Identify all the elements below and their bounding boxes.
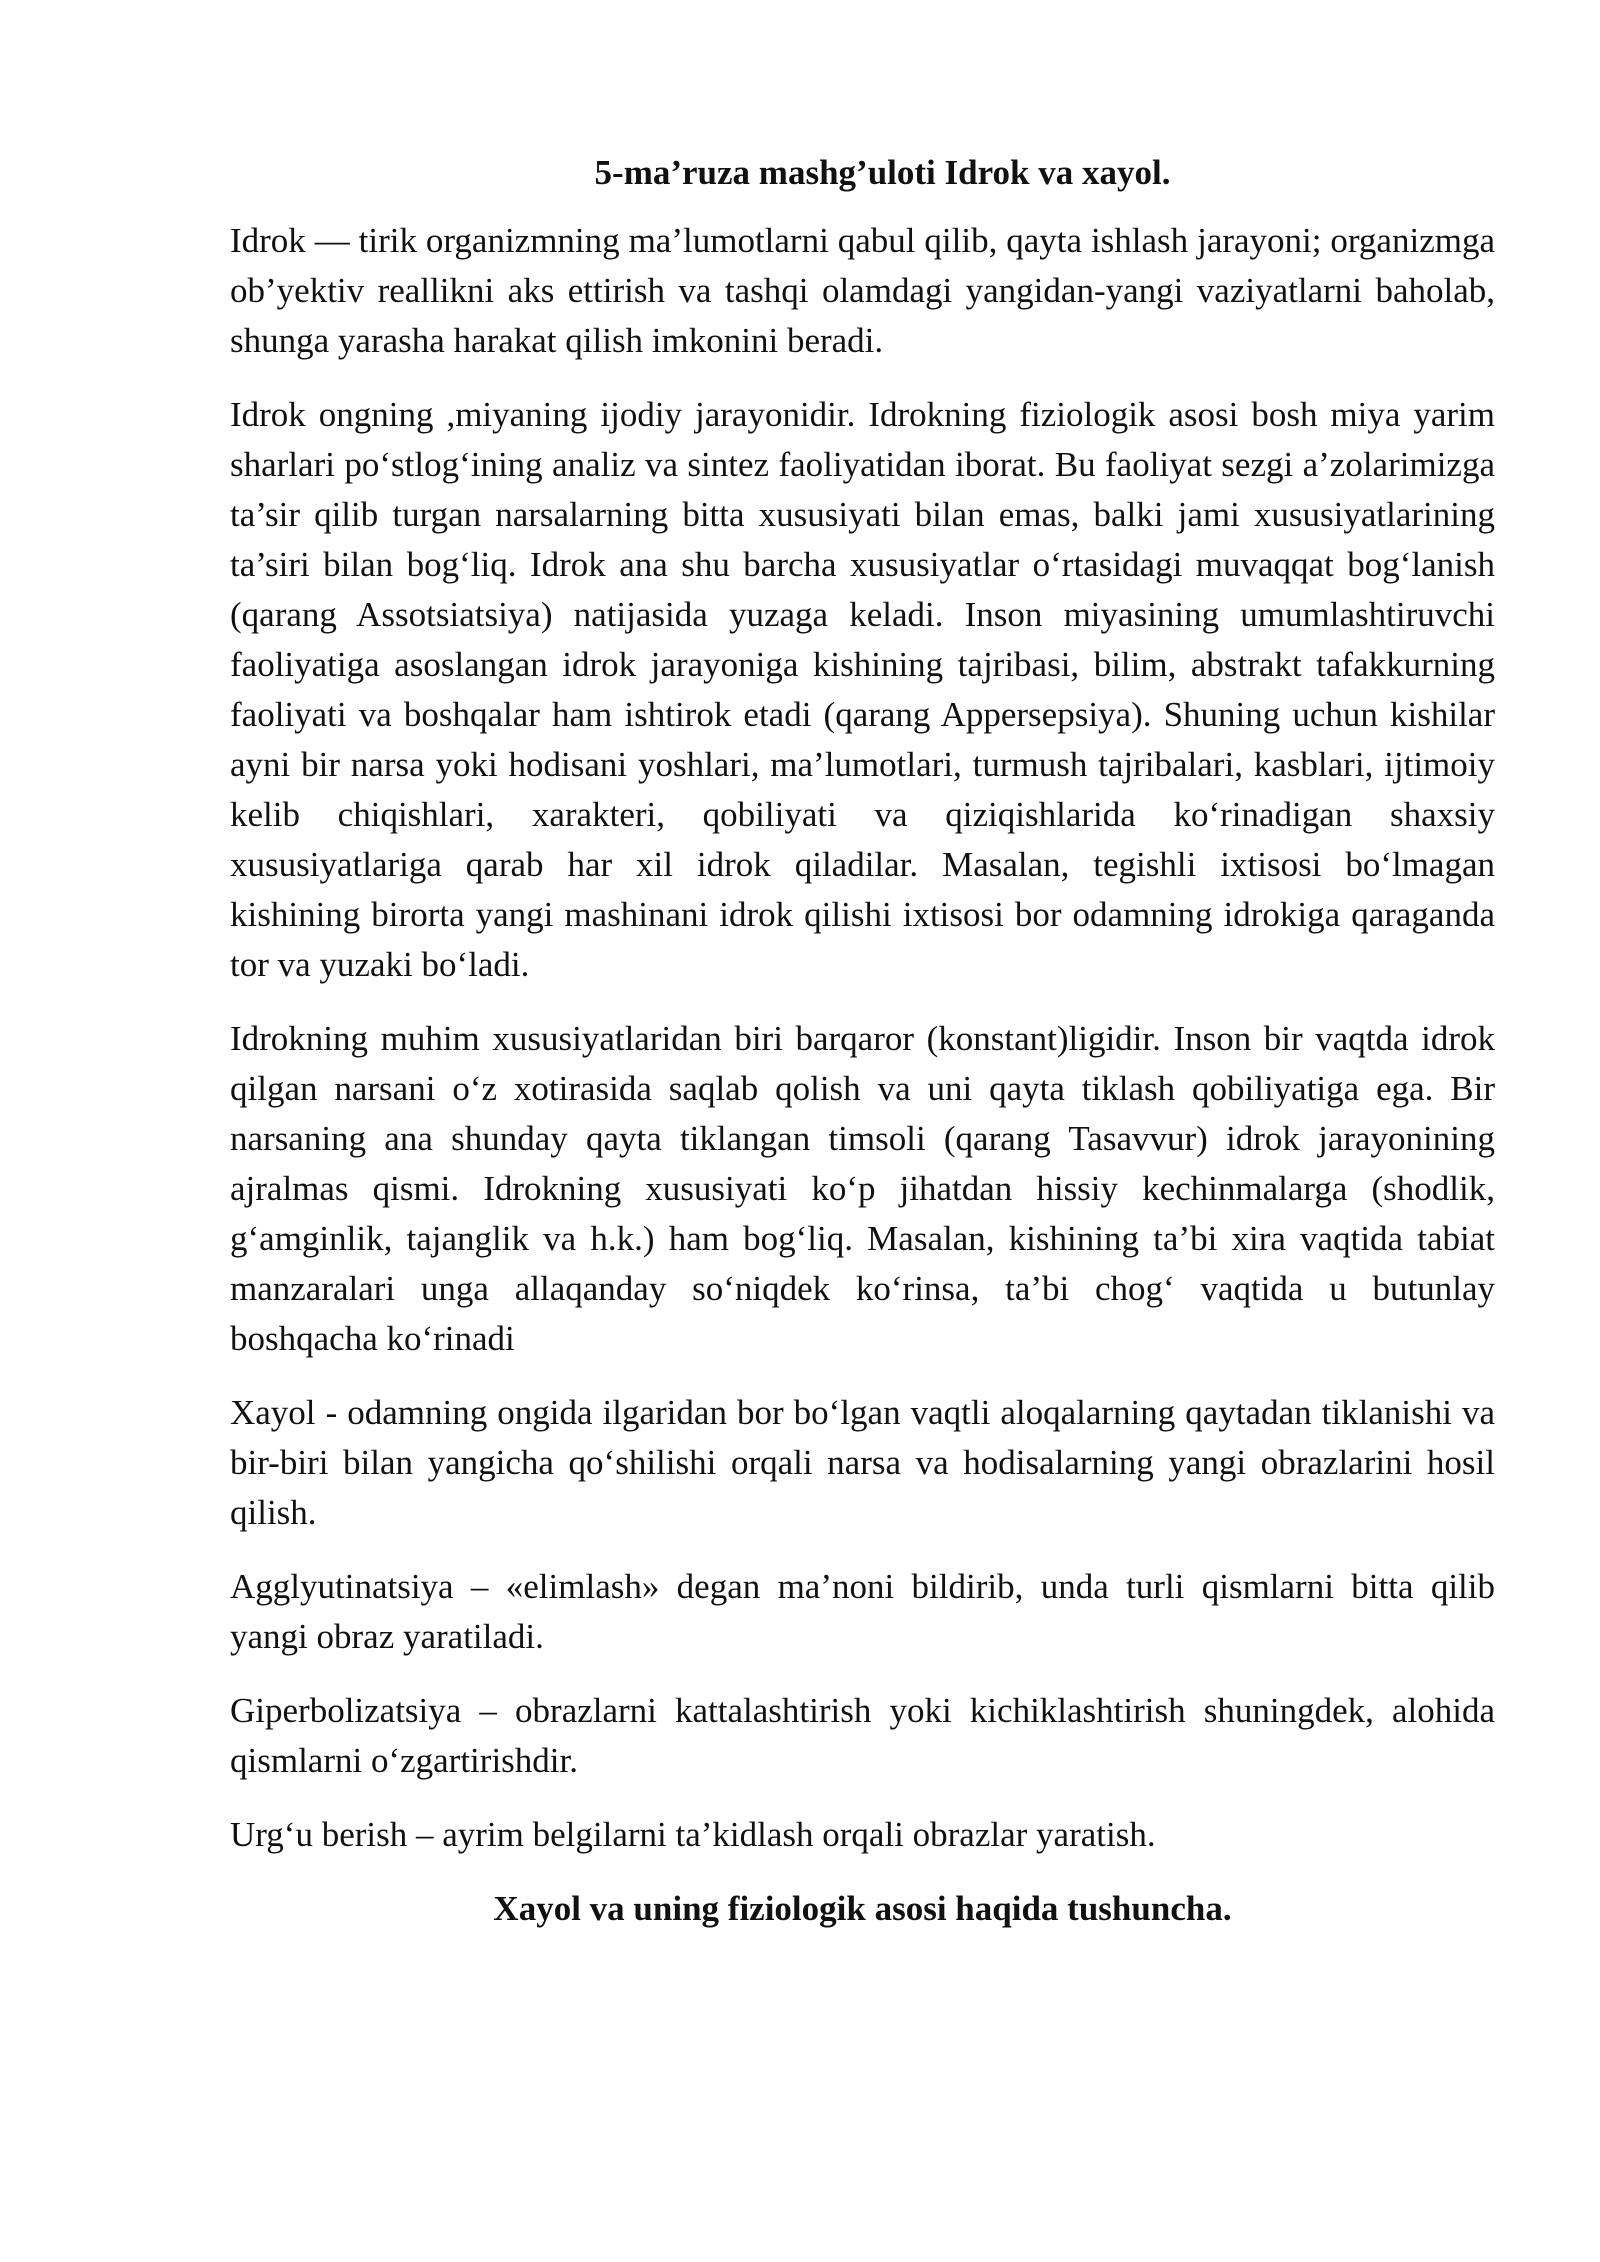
paragraph-idrok-constancy: Idrokning muhim xususiyatlaridan biri barqaror (konstant)ligidir. Inson bir vaqtda idrok qilgan narsani o‘z xotirasida saqlab qolish va uni qayta tiklash qobiliyatiga ega. Bir narsaning ana shunday qayta tiklangan timsoli (qarang Tasavvur) idrok jarayonining ajralmas qismi. Idrokning xususiyati ko‘p jihatdan hissiy kechinmalarga (shodlik, g‘amginlik, tajanglik va h.k.) ham bog‘liq. Masalan, kishining ta’bi xira vaqtida tabiat manzaralari unga allaqanday so‘niqdek ko‘rinsa, ta’bi chog‘ vaqtida u butunlay boshqacha ko‘rinadi [230,1019,1495,1358]
section-heading: Xayol va uning fiziologik asosi haqida tushuncha. [493,1889,1232,1928]
paragraph-idrok-physiology: Idrok ongning ,miyaning ijodiy jarayonidir. Idrokning fiziologik asosi bosh miya yarim sharlari po‘stlog‘ining analiz va sintez faoliyatidan iborat. Bu faoliyat sezgi a’zolarimizga ta’sir qilib turgan narsalarning bitta xususiyati bilan emas, balki jami xususiyatlarining ta’siri bilan bog‘liq. Idrok ana shu barcha xususiyatlar o‘rtasidagi muvaqqat bog‘lanish (qarang Assotsiatsiya) natijasida yuzaga keladi. Inson miyasining umumlashtiruvchi faoliyatiga asoslangan idrok jarayoniga kishining tajribasi, bilim, abstrakt tafakkurning faoliyati va boshqalar ham ishtirok etadi (qarang Appersepsiya). Shuning uchun kishilar ayni bir narsa yoki hodisani yoshlari, ma’lumotlari, turmush tajribalari, kasblari, ijtimoiy kelib chiqishlari, xarakteri, qobiliyati va qiziqishlarida ko‘rinadigan shaxsiy xususiyatlariga qarab har xil idrok qiladilar. Masalan, tegishli ixtisosi bo‘lmagan kishining birorta yangi mashinani idrok qilishi ixtisosi bor odamning idrokiga qaraganda tor va yuzaki bo‘ladi. [230,395,1495,984]
paragraph-urgu-berish: Urg‘u berish – ayrim belgilarni ta’kidlash orqali obrazlar yaratish. [230,1815,1156,1854]
paragraph-xayol-definition: Xayol - odamning ongida ilgaridan bor bo‘lgan vaqtli aloqalarning qaytadan tiklanishi va bir-biri bilan yangicha qo‘shilishi orqali narsa va hodisalarning yangi obrazlarini hosil qilish. [230,1393,1495,1532]
paragraph-giperbolizatsiya: Giperbolizatsiya – obrazlarni kattalashtirish yoki kichiklashtirish shuningdek, alohida qismlarni o‘zgartirishdir. [230,1691,1495,1780]
document-title: 5-ma’ruza mashg’uloti Idrok va xayol. [594,153,1171,192]
paragraph-agglyutinatsiya: Agglyutinatsiya – «elimlash» degan ma’noni bildirib, unda turli qismlarni bitta qilib yangi obraz yaratiladi. [230,1567,1495,1656]
paragraph-idrok-definition: Idrok — tirik organizmning ma’lumotlarni qabul qilib, qayta ishlash jarayoni; organizmga ob’yektiv reallikni aks ettirish va tashqi olamdagi yangidan-yangi vaziyatlarni baholab, shunga yarasha harakat qilish imkonini beradi. [230,221,1495,360]
document-page [230,148,1495,1952]
